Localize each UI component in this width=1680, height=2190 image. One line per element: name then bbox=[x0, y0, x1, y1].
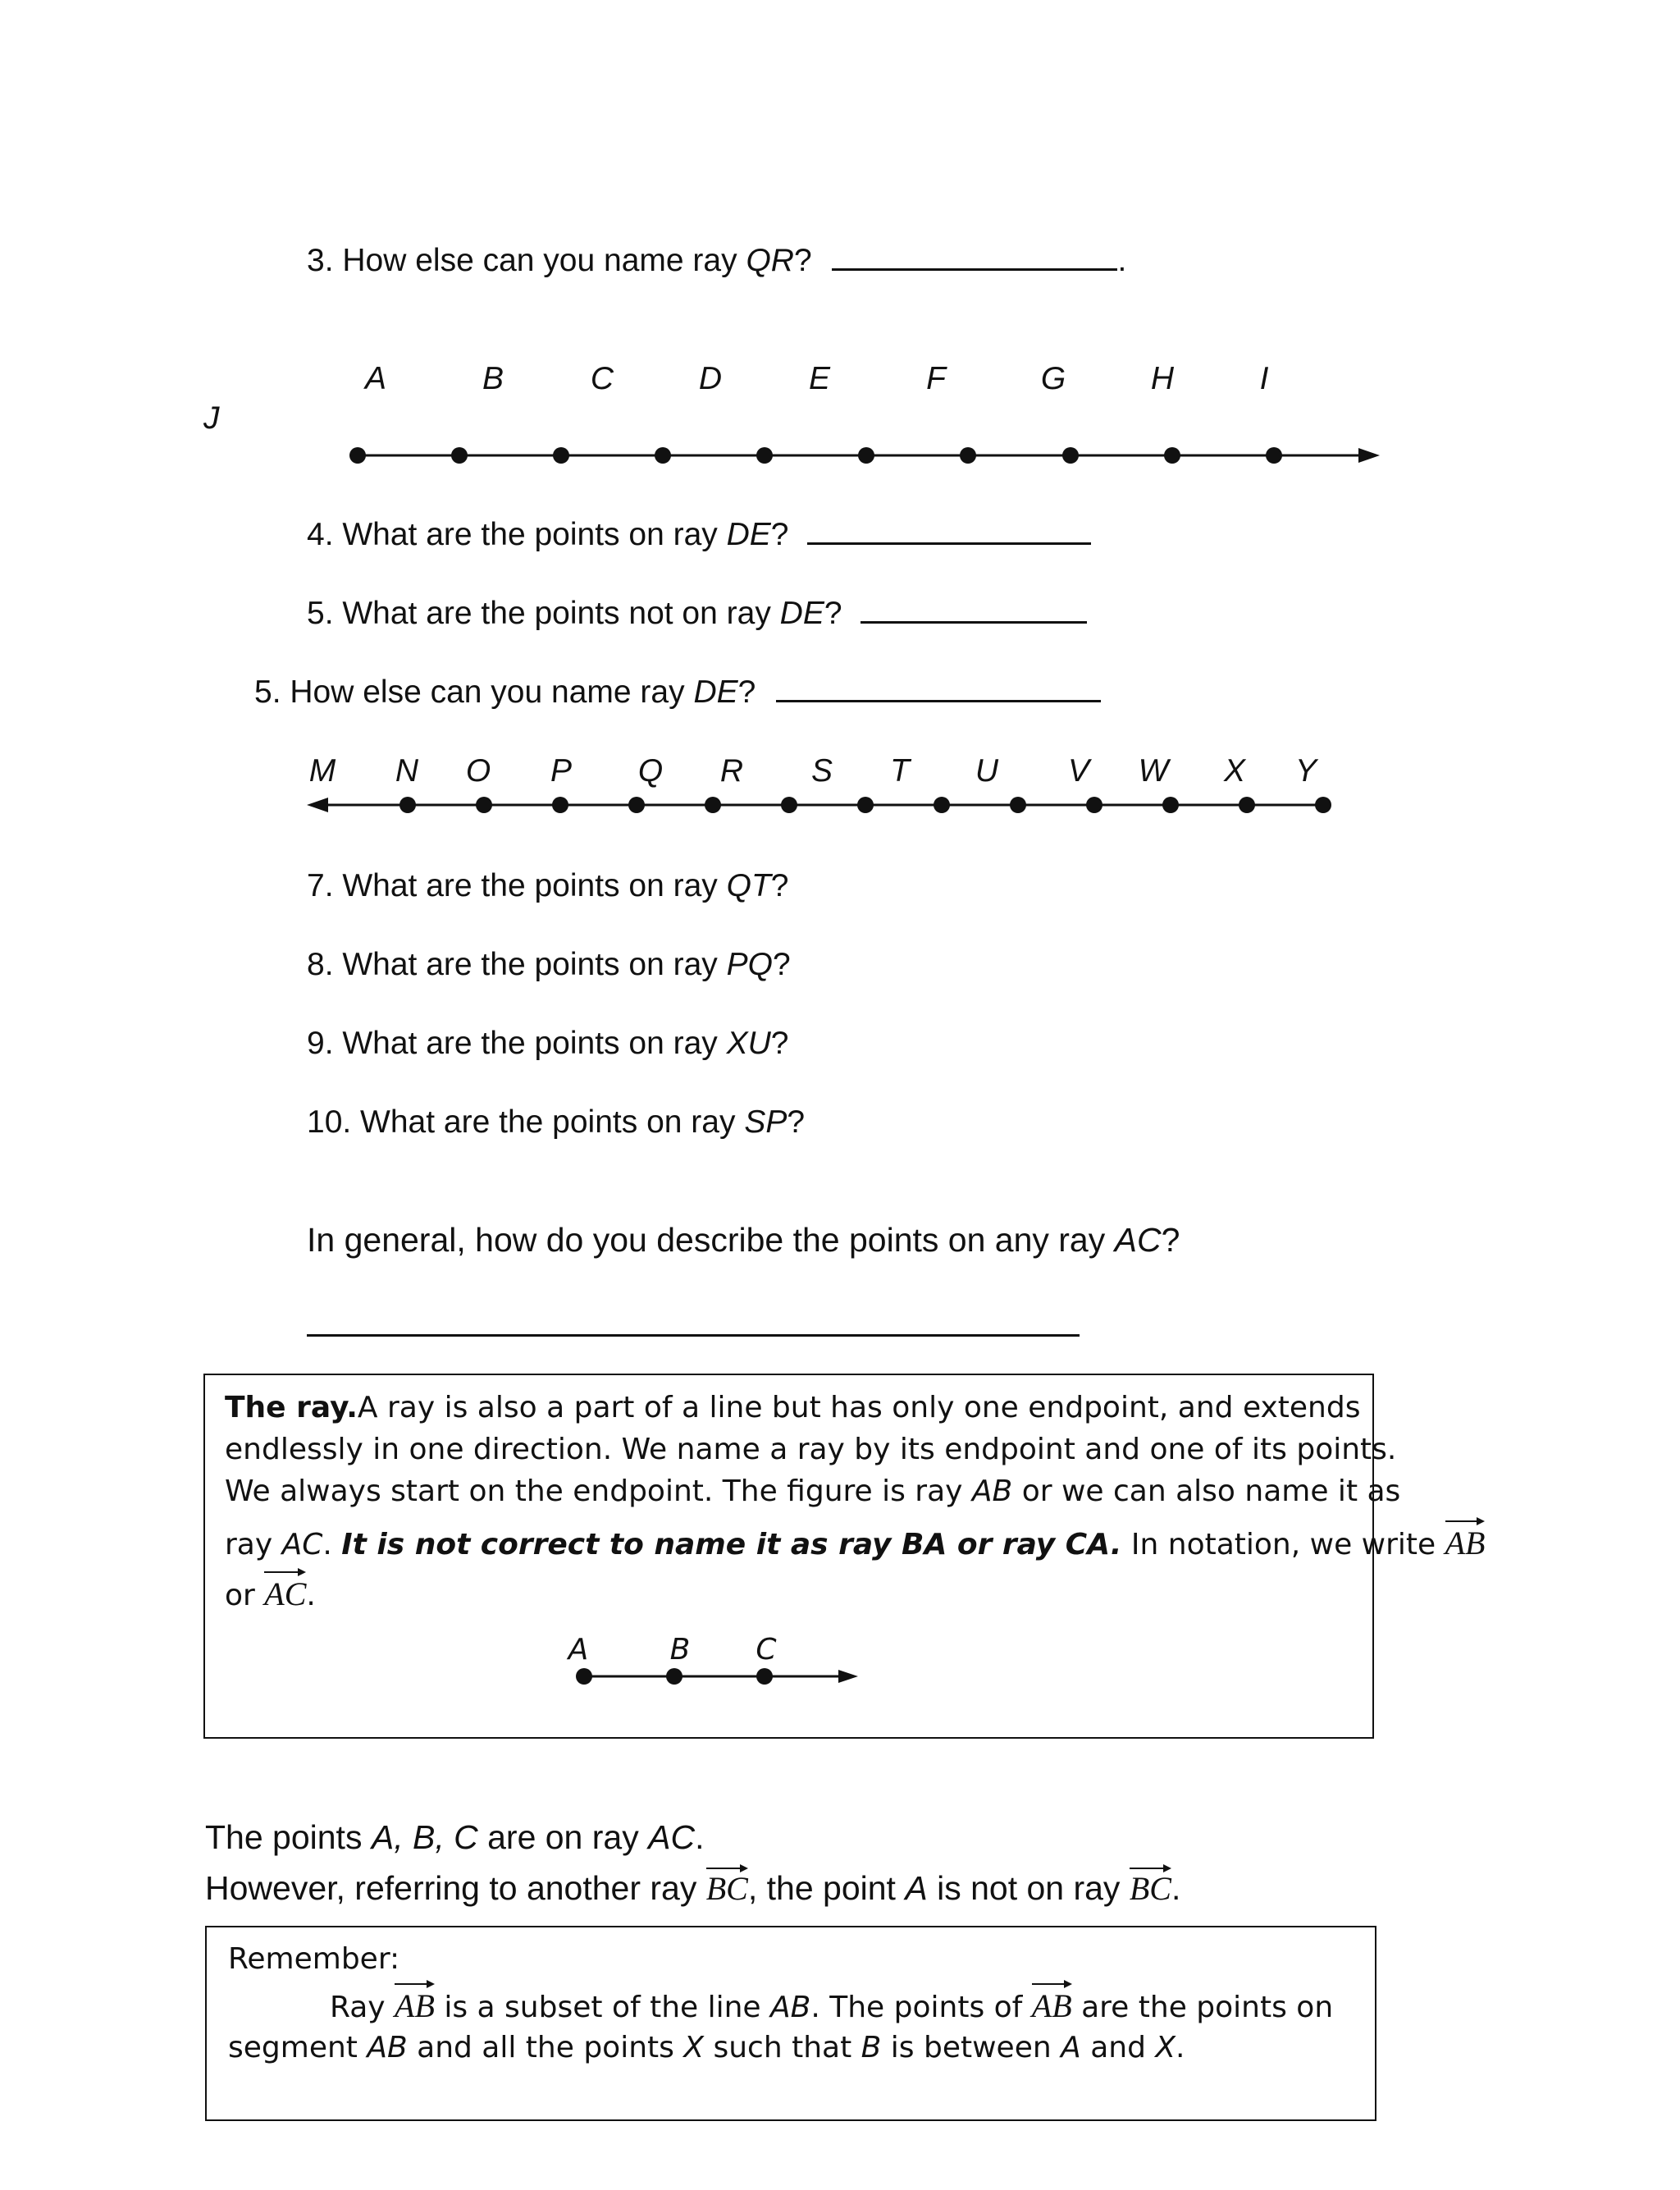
point-label: Q bbox=[637, 753, 664, 789]
point-label: Y bbox=[1294, 753, 1317, 789]
point-dot bbox=[349, 447, 366, 464]
remember-title: Remember: bbox=[228, 1942, 400, 1976]
ray-name: SP bbox=[744, 1104, 788, 1140]
ray-name: DE bbox=[779, 596, 824, 631]
ray-name: DE bbox=[693, 674, 738, 710]
question-3: 3. How else can you name ray QR? . bbox=[307, 243, 1127, 278]
question-text: 10. What are the points on ray bbox=[307, 1104, 745, 1140]
question-mark: ? bbox=[737, 674, 756, 710]
point-dot bbox=[666, 1668, 682, 1685]
question-text: In general, how do you describe the points on any ray bbox=[307, 1221, 1115, 1259]
ray-notation-label: AB bbox=[395, 1987, 435, 2024]
point-label: N bbox=[395, 753, 419, 789]
question-text: 5. What are the points not on ray bbox=[307, 596, 780, 631]
sentence-text: . bbox=[695, 1818, 705, 1856]
point-dot bbox=[858, 447, 874, 464]
remember-text: . The points of bbox=[810, 1991, 1032, 2024]
question-mark: ? bbox=[787, 1104, 806, 1140]
remember-text: is between bbox=[881, 2031, 1061, 2064]
arrow-left-icon bbox=[307, 798, 328, 812]
point-dot bbox=[1164, 447, 1180, 464]
point-name: A bbox=[1061, 2031, 1081, 2064]
question-mark: ? bbox=[770, 868, 789, 903]
point-label: E bbox=[808, 361, 831, 396]
point-dot bbox=[1010, 797, 1026, 813]
ray-name: AC bbox=[648, 1818, 696, 1856]
definition-text: . bbox=[322, 1528, 342, 1561]
point-label: T bbox=[890, 753, 910, 789]
point-dot bbox=[628, 797, 645, 813]
sentence-text: is not on ray bbox=[927, 1869, 1130, 1907]
remember-text: and all the points bbox=[407, 2031, 684, 2064]
sentence-text: However, referring to another ray bbox=[205, 1869, 706, 1907]
point-label: A bbox=[364, 361, 387, 396]
question-text: 9. What are the points on ray bbox=[307, 1026, 727, 1061]
ray-name: QR bbox=[746, 243, 794, 278]
point-name: X bbox=[683, 2031, 705, 2064]
point-label: M bbox=[308, 753, 336, 789]
ray-notation-label: AC bbox=[264, 1575, 307, 1612]
point-label: A bbox=[568, 1633, 589, 1667]
point-label: H bbox=[1150, 361, 1175, 396]
question-mark: ? bbox=[824, 596, 842, 631]
point-dot bbox=[934, 797, 950, 813]
point-label: O bbox=[465, 753, 491, 789]
point-dot bbox=[476, 797, 492, 813]
number-line-1-graphic bbox=[349, 447, 1380, 464]
point-label: C bbox=[756, 1633, 777, 1667]
remember-text: segment bbox=[228, 2031, 368, 2064]
point-dot bbox=[576, 1668, 592, 1685]
definition-text: We always start on the endpoint. The figure is ray bbox=[225, 1474, 972, 1508]
point-dot bbox=[705, 797, 721, 813]
sentence-text: are on ray bbox=[477, 1818, 649, 1856]
definition-text: . bbox=[306, 1579, 316, 1612]
point-dot bbox=[553, 447, 569, 464]
point-dot bbox=[857, 797, 874, 813]
ray-notation-label: AB bbox=[1445, 1525, 1486, 1561]
point-name: A bbox=[905, 1869, 928, 1907]
point-label: X bbox=[1223, 753, 1246, 789]
point-label: D bbox=[698, 361, 723, 396]
definition-text: or we can also name it as bbox=[1012, 1474, 1401, 1508]
question-text: 4. What are the points on ray bbox=[307, 517, 727, 552]
point-label: R bbox=[719, 753, 744, 789]
point-name: X bbox=[1155, 2031, 1176, 2064]
ray-figure-graphic bbox=[576, 1668, 858, 1685]
ray-name: AC bbox=[1114, 1221, 1162, 1259]
point-label: S bbox=[810, 753, 833, 789]
point-label: P bbox=[550, 753, 573, 789]
sentence-text: , the point bbox=[747, 1869, 906, 1907]
point-dot bbox=[655, 447, 671, 464]
ray-name: QT bbox=[726, 868, 771, 903]
point-dot bbox=[1062, 447, 1079, 464]
ray-notation-label: BC bbox=[705, 1870, 748, 1907]
sentence-text: The points bbox=[205, 1818, 372, 1856]
point-label: V bbox=[1067, 753, 1090, 789]
arrow-right-icon bbox=[1358, 448, 1380, 463]
definition-title: The ray. bbox=[225, 1391, 358, 1424]
question-text: 3. How else can you name ray bbox=[307, 243, 746, 278]
point-name: B bbox=[861, 2031, 882, 2064]
question-text: 8. What are the points on ray bbox=[307, 947, 727, 982]
point-dot bbox=[756, 1668, 773, 1685]
definition-text: A ray is also a part of a line but has only one endpoint, and extends bbox=[357, 1391, 1361, 1424]
question-text: 5. How else can you name ray bbox=[254, 674, 694, 710]
point-label: G bbox=[1040, 361, 1066, 396]
ray-name: PQ bbox=[726, 947, 773, 982]
point-label: B bbox=[669, 1633, 691, 1667]
definition-warning: It is not correct to name it as ray BA or ray CA. bbox=[341, 1528, 1122, 1561]
point-dot bbox=[1315, 797, 1331, 813]
point-label: C bbox=[590, 361, 614, 396]
question-mark: ? bbox=[772, 947, 791, 982]
sentence-text: . bbox=[1171, 1869, 1181, 1907]
remember-text: and bbox=[1080, 2031, 1156, 2064]
point-dot bbox=[399, 797, 416, 813]
point-dot bbox=[1162, 797, 1179, 813]
point-dot bbox=[756, 447, 773, 464]
point-dot bbox=[960, 447, 976, 464]
point-label: B bbox=[482, 361, 504, 396]
point-dot bbox=[1239, 797, 1255, 813]
ray-name: XU bbox=[726, 1026, 771, 1061]
ray-notation-label: BC bbox=[1129, 1870, 1171, 1907]
segment-name: AB bbox=[367, 2031, 408, 2064]
definition-text: or bbox=[225, 1579, 265, 1612]
arrow-right-icon bbox=[838, 1670, 858, 1683]
question-mark: ? bbox=[1161, 1221, 1180, 1259]
remember-text: such that bbox=[704, 2031, 861, 2064]
point-names: A, B, C bbox=[371, 1818, 478, 1856]
ray-name: AC bbox=[281, 1528, 323, 1561]
point-label: F bbox=[926, 361, 946, 396]
question-mark: ? bbox=[793, 243, 812, 278]
question-mark: ? bbox=[770, 1026, 789, 1061]
point-dot bbox=[781, 797, 797, 813]
remember-text: . bbox=[1176, 2031, 1185, 2064]
point-label: U bbox=[975, 753, 999, 789]
question-text: 7. What are the points on ray bbox=[307, 868, 727, 903]
remember-text: is a subset of the line bbox=[434, 1991, 771, 2024]
question-mark: ? bbox=[770, 517, 789, 552]
point-label: W bbox=[1138, 753, 1169, 789]
definition-text: ray bbox=[225, 1528, 282, 1561]
remember-text: are the points on bbox=[1071, 1991, 1334, 2024]
point-dot bbox=[451, 447, 468, 464]
point-dot bbox=[1086, 797, 1102, 813]
ray-name: DE bbox=[726, 517, 771, 552]
ray-notation-label: AB bbox=[1031, 1987, 1072, 2024]
definition-text: In notation, we write bbox=[1121, 1528, 1445, 1561]
line-name: AB bbox=[770, 1991, 811, 2024]
ray-name: AB bbox=[971, 1474, 1013, 1508]
point-dot bbox=[552, 797, 568, 813]
point-label: I bbox=[1259, 361, 1269, 396]
definition-line-2: endlessly in one direction. We name a ray by its endpoint and one of its points. bbox=[225, 1433, 1397, 1466]
point-dot bbox=[1266, 447, 1282, 464]
stray-label: J bbox=[203, 400, 220, 436]
remember-text: Ray bbox=[330, 1991, 395, 2024]
number-line-2-graphic bbox=[307, 797, 1331, 813]
